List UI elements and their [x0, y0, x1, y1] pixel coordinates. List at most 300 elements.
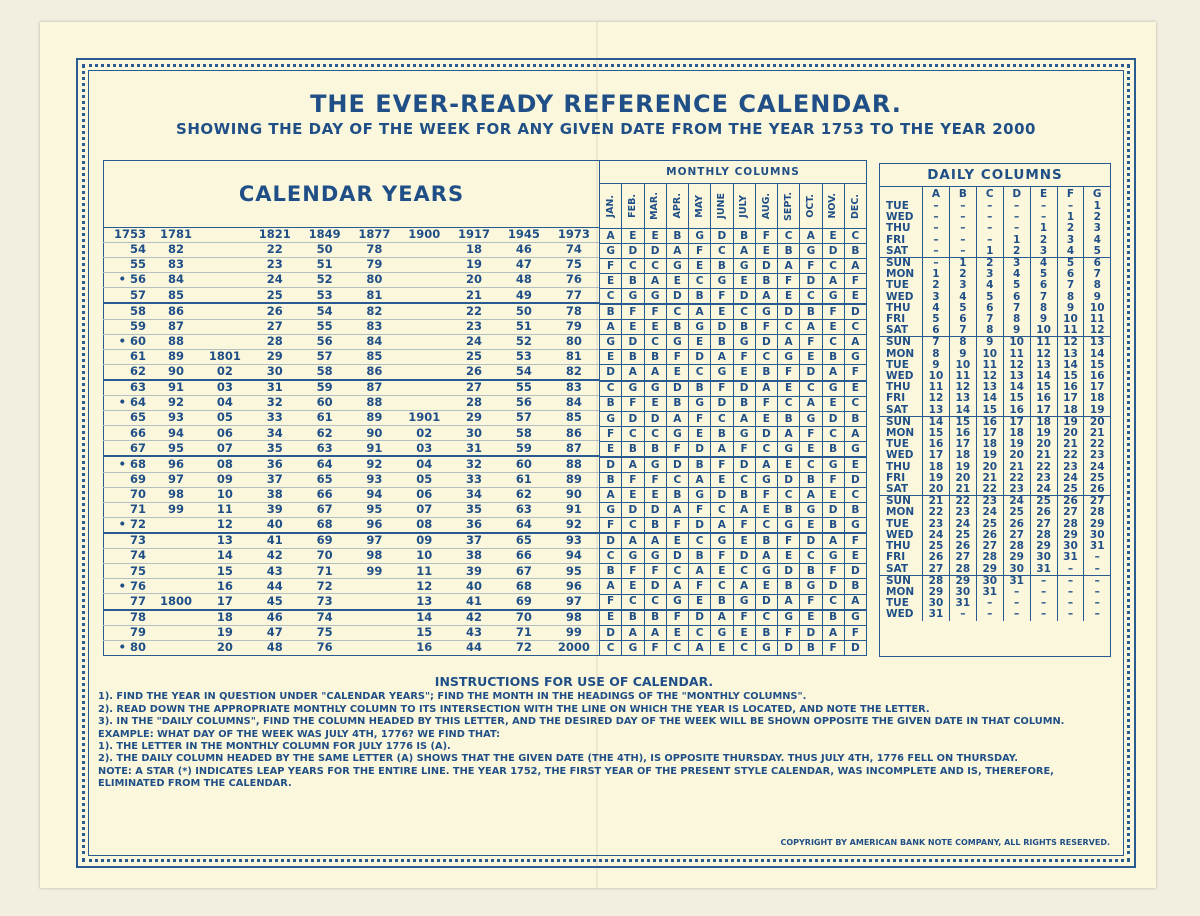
monthly-letter: F — [778, 533, 800, 549]
daily-date: – — [1057, 609, 1084, 620]
year-cell: 59 — [300, 380, 350, 396]
year-cell: 63 — [104, 380, 153, 396]
monthly-letter: G — [622, 549, 644, 564]
weekday-label: SUN — [880, 337, 923, 349]
monthly-letter: F — [778, 625, 800, 640]
year-cell: 43 — [449, 625, 499, 640]
year-cell — [399, 258, 449, 273]
year-cell: 66 — [104, 426, 153, 441]
daily-date: 29 — [949, 575, 976, 587]
monthly-letter: A — [778, 259, 800, 274]
monthly-letter: B — [800, 564, 822, 579]
monthly-letter: A — [844, 594, 866, 610]
weekday-label: THU — [886, 301, 911, 314]
monthly-letter: C — [755, 441, 777, 457]
monthly-letter: D — [733, 381, 755, 397]
daily-date: – — [1057, 575, 1084, 587]
year-row — [104, 487, 600, 502]
daily-date: 8 — [1084, 280, 1110, 291]
monthly-letter: E — [822, 320, 844, 335]
monthly-letter: D — [600, 457, 622, 473]
year-cell: 98 — [549, 610, 600, 626]
daily-date: 12 — [1057, 337, 1084, 349]
monthly-letter: F — [778, 274, 800, 289]
monthly-letter: B — [622, 274, 644, 289]
monthly-letter: A — [822, 533, 844, 549]
monthly-letter: B — [755, 365, 777, 381]
year-cell: 70 — [104, 487, 153, 502]
monthly-letter: F — [622, 304, 644, 320]
daily-date: 10 — [1030, 325, 1057, 337]
monthly-letter: A — [622, 365, 644, 381]
month-label: DEC. — [849, 193, 861, 219]
monthly-letter: A — [644, 625, 666, 640]
monthly-letter: F — [822, 640, 844, 655]
monthly-letter: C — [711, 244, 733, 259]
monthly-letter: C — [644, 426, 666, 441]
monthly-letter: F — [711, 457, 733, 473]
year-cell: 77 — [104, 594, 153, 610]
daily-date: 15 — [949, 416, 976, 428]
daily-date: 29 — [1084, 519, 1110, 530]
year-cell: 71 — [499, 625, 549, 640]
daily-date: – — [1003, 609, 1030, 620]
daily-date: 17 — [1030, 405, 1057, 417]
daily-date: – — [923, 212, 950, 223]
year-cell — [200, 303, 250, 319]
monthly-letter: A — [844, 335, 866, 350]
year-cell: 75 — [104, 564, 153, 579]
monthly-letter: E — [778, 549, 800, 564]
daily-date: 17 — [1057, 393, 1084, 404]
monthly-letter: B — [600, 396, 622, 411]
year-cell: 05 — [200, 411, 250, 426]
monthly-letter: D — [622, 244, 644, 259]
monthly-letter: D — [844, 304, 866, 320]
year-cell: 52 — [300, 273, 350, 288]
year-cell: 61 — [104, 349, 153, 364]
monthly-letter: A — [778, 426, 800, 441]
monthly-letter: B — [711, 594, 733, 610]
daily-date: 5 — [949, 303, 976, 314]
daily-date: – — [1003, 223, 1030, 234]
year-cell: 78 — [349, 243, 399, 258]
weekday-label: FRI — [886, 233, 906, 246]
monthly-letter: F — [822, 473, 844, 488]
monthly-letter: E — [600, 610, 622, 626]
monthly-row — [600, 229, 867, 244]
year-cell — [152, 640, 200, 655]
monthly-letter: G — [733, 335, 755, 350]
monthly-letter: C — [711, 503, 733, 518]
year-cell: 60 — [300, 396, 350, 411]
daily-date: 30 — [949, 587, 976, 598]
daily-date: 30 — [1057, 541, 1084, 552]
year-cell: 66 — [499, 549, 549, 564]
month-label: JULY — [738, 194, 750, 218]
monthly-letter: G — [800, 503, 822, 518]
daily-date: 19 — [1084, 405, 1110, 417]
year-cell: 55 — [104, 258, 153, 273]
monthly-letter: D — [778, 473, 800, 488]
year-row — [104, 411, 600, 426]
year-cell: 81 — [349, 288, 399, 304]
monthly-letter: C — [844, 320, 866, 335]
daily-date: 6 — [1003, 292, 1030, 303]
daily-letter-header: B — [949, 187, 976, 201]
year-cell: 83 — [549, 380, 600, 396]
monthly-letter: G — [733, 259, 755, 274]
daily-date: 30 — [923, 598, 950, 609]
monthly-letter: A — [622, 457, 644, 473]
daily-row — [880, 325, 1110, 337]
daily-date: 25 — [976, 519, 1003, 530]
monthly-row — [600, 289, 867, 305]
monthly-letter: B — [733, 396, 755, 411]
daily-date: 27 — [1003, 530, 1030, 541]
weekday-label: MON — [886, 347, 915, 360]
monthly-letter: E — [800, 350, 822, 365]
daily-date: 10 — [949, 360, 976, 371]
weekday-label: TUE — [886, 438, 909, 451]
monthly-letter: B — [800, 304, 822, 320]
year-cell: 75 — [549, 258, 600, 273]
monthly-letter: A — [822, 274, 844, 289]
monthly-letter: E — [844, 549, 866, 564]
year-cell: 34 — [250, 426, 300, 441]
page-title: THE EVER-READY REFERENCE CALENDAR. — [310, 90, 902, 118]
weekday-label: SAT — [886, 403, 909, 416]
daily-date: – — [1057, 201, 1084, 212]
year-cell — [399, 349, 449, 364]
daily-date: 15 — [1030, 382, 1057, 393]
daily-date: 29 — [923, 587, 950, 598]
monthly-letter: G — [755, 304, 777, 320]
daily-date: – — [923, 223, 950, 234]
daily-date: 13 — [1057, 349, 1084, 360]
monthly-letter: D — [666, 381, 688, 397]
year-cell — [152, 564, 200, 579]
year-cell — [200, 288, 250, 304]
year-cell — [399, 319, 449, 334]
monthly-letter: D — [600, 365, 622, 381]
monthly-letter: C — [733, 564, 755, 579]
monthly-letter: G — [600, 335, 622, 350]
monthly-letter: E — [711, 473, 733, 488]
year-cell: 70 — [499, 610, 549, 626]
daily-date: 22 — [976, 484, 1003, 496]
daily-date: 25 — [1003, 507, 1030, 518]
monthly-row — [600, 533, 867, 549]
year-cell: 12 — [200, 517, 250, 533]
daily-date: 22 — [1003, 473, 1030, 484]
year-cell: 74 — [549, 243, 600, 258]
year-row — [104, 288, 600, 304]
year-cell: 71 — [300, 564, 350, 579]
monthly-letter: E — [689, 426, 711, 441]
monthly-letter: D — [711, 229, 733, 244]
monthly-letter: C — [600, 381, 622, 397]
daily-row — [880, 269, 1110, 280]
year-cell: 79 — [549, 319, 600, 334]
monthly-letter: G — [600, 411, 622, 426]
year-cell — [152, 549, 200, 564]
monthly-letter: F — [800, 426, 822, 441]
year-cell: 86 — [549, 426, 600, 441]
daily-date: – — [1084, 587, 1110, 598]
daily-date: 27 — [976, 541, 1003, 552]
monthly-letter: D — [755, 335, 777, 350]
year-cell: 85 — [152, 288, 200, 304]
monthly-row — [600, 335, 867, 350]
daily-date: 18 — [949, 450, 976, 461]
daily-date: 4 — [976, 280, 1003, 291]
year-cell: 98 — [349, 549, 399, 564]
year-cell: 77 — [549, 288, 600, 304]
year-cell: 18 — [449, 243, 499, 258]
monthly-letter: F — [800, 335, 822, 350]
year-cell: 27 — [449, 380, 499, 396]
year-cell: 37 — [250, 472, 300, 487]
monthly-letter: C — [600, 549, 622, 564]
year-cell: 13 — [200, 533, 250, 549]
monthly-letter: E — [689, 594, 711, 610]
daily-date: 10 — [1057, 314, 1084, 325]
year-cell: 82 — [152, 243, 200, 258]
daily-date: 25 — [1030, 496, 1057, 508]
year-cell: 73 — [104, 533, 153, 549]
daily-date: 20 — [976, 462, 1003, 473]
monthly-letter: B — [689, 457, 711, 473]
daily-date: 24 — [1003, 496, 1030, 508]
daily-date: 7 — [923, 337, 950, 349]
monthly-letter: D — [666, 549, 688, 564]
monthly-letter: G — [755, 564, 777, 579]
daily-date: 12 — [923, 393, 950, 404]
daily-date: 31 — [1057, 552, 1084, 563]
monthly-letter: C — [822, 594, 844, 610]
year-cell: • 80 — [104, 640, 153, 655]
year-cell: 48 — [250, 640, 300, 655]
daily-letter-header: F — [1057, 187, 1084, 201]
monthly-letter: A — [600, 229, 622, 244]
monthly-letter: C — [666, 640, 688, 655]
year-cell: 61 — [499, 472, 549, 487]
monthly-letter: E — [800, 441, 822, 457]
monthly-letter: B — [644, 610, 666, 626]
monthly-letter: D — [689, 518, 711, 534]
monthly-letter: C — [689, 274, 711, 289]
daily-date: 13 — [1084, 337, 1110, 349]
monthly-letter: G — [666, 335, 688, 350]
monthly-letter: E — [844, 289, 866, 305]
monthly-letter: A — [755, 549, 777, 564]
monthly-letter: B — [778, 244, 800, 259]
daily-date: – — [1030, 609, 1057, 620]
monthly-letter: A — [733, 244, 755, 259]
monthly-letter: D — [755, 259, 777, 274]
instruction-line: EXAMPLE: WHAT DAY OF THE WEEK WAS JULY 4TH, 1776? WE FIND THAT: — [98, 728, 501, 740]
daily-date: 18 — [923, 462, 950, 473]
monthly-letter: C — [844, 488, 866, 503]
year-cell: 99 — [349, 564, 399, 579]
year-cell: 04 — [399, 456, 449, 472]
monthly-letter: C — [844, 396, 866, 411]
year-cell — [399, 396, 449, 411]
daily-date: – — [1003, 201, 1030, 212]
monthly-letter: C — [644, 594, 666, 610]
daily-letter-header: E — [1030, 187, 1057, 201]
daily-date: 9 — [1003, 325, 1030, 337]
instruction-line: 2). THE DAILY COLUMN HEADED BY THE SAME LETTER (A) SHOWS THAT THE GIVEN DATE (THE 4TH), IS OPPOSITE THURSDAY. THUS JULY 4TH, 1776 FELL ON THURSDAY. — [98, 753, 1018, 765]
year-cell: 30 — [250, 364, 300, 380]
month-header-cell — [800, 184, 822, 229]
monthly-letter: D — [711, 488, 733, 503]
monthly-letter: E — [711, 304, 733, 320]
year-cell: 42 — [250, 549, 300, 564]
year-cell: 29 — [449, 411, 499, 426]
weekday-label: MON — [886, 427, 915, 440]
monthly-letter: F — [733, 518, 755, 534]
year-cell: 29 — [250, 349, 300, 364]
monthly-letter: G — [733, 594, 755, 610]
month-header-cell — [622, 184, 644, 229]
monthly-letter: G — [600, 244, 622, 259]
year-cell: 31 — [449, 441, 499, 457]
year-cell: 47 — [499, 258, 549, 273]
monthly-letter: C — [822, 335, 844, 350]
year-cell — [399, 380, 449, 396]
year-cell — [399, 334, 449, 349]
daily-row — [880, 484, 1110, 496]
daily-date: 19 — [923, 473, 950, 484]
monthly-letter: A — [778, 335, 800, 350]
year-cell: 34 — [449, 487, 499, 502]
year-cell: 78 — [549, 303, 600, 319]
year-cell: 50 — [499, 303, 549, 319]
monthly-letter: D — [778, 640, 800, 655]
month-label: FEB. — [627, 194, 639, 218]
daily-date: 5 — [976, 292, 1003, 303]
monthly-letter: D — [778, 304, 800, 320]
monthly-letter: D — [733, 549, 755, 564]
daily-row — [880, 223, 1110, 234]
daily-date: 3 — [1057, 235, 1084, 246]
monthly-letter: F — [644, 640, 666, 655]
monthly-letter: B — [622, 441, 644, 457]
monthly-letter: A — [800, 229, 822, 244]
monthly-letter: C — [622, 518, 644, 534]
weekday-label: SAT — [886, 562, 909, 575]
year-cell: 16 — [200, 579, 250, 594]
daily-date: 19 — [1030, 428, 1057, 439]
daily-date: 3 — [923, 292, 950, 303]
monthly-letter: E — [778, 457, 800, 473]
monthly-row — [600, 411, 867, 426]
daily-date: 16 — [976, 416, 1003, 428]
year-cell: 1821 — [250, 228, 300, 243]
monthly-letter: B — [689, 289, 711, 305]
year-cell: 06 — [399, 487, 449, 502]
monthly-letter: B — [644, 350, 666, 365]
monthly-title-row — [600, 161, 867, 184]
instructions-section — [98, 676, 1110, 791]
monthly-letter: F — [666, 350, 688, 365]
monthly-letter: C — [600, 640, 622, 655]
daily-date: 1 — [923, 269, 950, 280]
daily-date: 19 — [1057, 416, 1084, 428]
daily-date: 20 — [1084, 416, 1110, 428]
monthly-letter: A — [689, 304, 711, 320]
year-cell: 45 — [250, 594, 300, 610]
year-cell: 44 — [250, 579, 300, 594]
monthly-letter: A — [600, 488, 622, 503]
year-cell: 86 — [152, 303, 200, 319]
monthly-row — [600, 518, 867, 534]
daily-date: 26 — [1003, 519, 1030, 530]
monthly-row — [600, 320, 867, 335]
year-cell — [399, 243, 449, 258]
monthly-letter: A — [844, 426, 866, 441]
daily-date: 8 — [1030, 303, 1057, 314]
year-cell: 09 — [200, 472, 250, 487]
monthly-letter: F — [666, 610, 688, 626]
monthly-letter: D — [800, 533, 822, 549]
daily-date: 15 — [1084, 360, 1110, 371]
monthly-letter: F — [666, 441, 688, 457]
daily-date: – — [976, 223, 1003, 234]
daily-date: – — [1030, 201, 1057, 212]
monthly-letter: E — [644, 396, 666, 411]
monthly-letter: C — [755, 518, 777, 534]
year-row — [104, 441, 600, 457]
daily-row — [880, 280, 1110, 291]
daily-date: 14 — [949, 405, 976, 417]
year-cell: 91 — [152, 380, 200, 396]
monthly-letter: C — [689, 365, 711, 381]
daily-date: 29 — [1003, 552, 1030, 563]
daily-date: 31 — [949, 598, 976, 609]
monthly-letter: B — [600, 473, 622, 488]
weekday-label: TUE — [886, 200, 909, 212]
monthly-letter: G — [622, 289, 644, 305]
daily-date: 3 — [1030, 246, 1057, 258]
monthly-letter: B — [644, 441, 666, 457]
monthly-letter: G — [822, 381, 844, 397]
monthly-letter: D — [600, 533, 622, 549]
monthly-letter: G — [844, 610, 866, 626]
daily-date: 18 — [1030, 416, 1057, 428]
monthly-letter: E — [644, 229, 666, 244]
monthly-letter: A — [755, 289, 777, 305]
monthly-letter: G — [622, 381, 644, 397]
monthly-letter: E — [666, 274, 688, 289]
monthly-letter: C — [733, 304, 755, 320]
daily-date: 3 — [949, 280, 976, 291]
monthly-letter: G — [666, 259, 688, 274]
year-cell: 60 — [499, 456, 549, 472]
daily-date: – — [1030, 598, 1057, 609]
weekday-label: MON — [886, 506, 915, 519]
monthly-letter: B — [800, 640, 822, 655]
daily-date: – — [923, 246, 950, 258]
monthly-letter: A — [600, 320, 622, 335]
weekday-label: SAT — [886, 483, 909, 496]
year-cell: 65 — [499, 533, 549, 549]
daily-date: – — [1084, 575, 1110, 587]
daily-row — [880, 587, 1110, 598]
year-cell: 23 — [449, 319, 499, 334]
